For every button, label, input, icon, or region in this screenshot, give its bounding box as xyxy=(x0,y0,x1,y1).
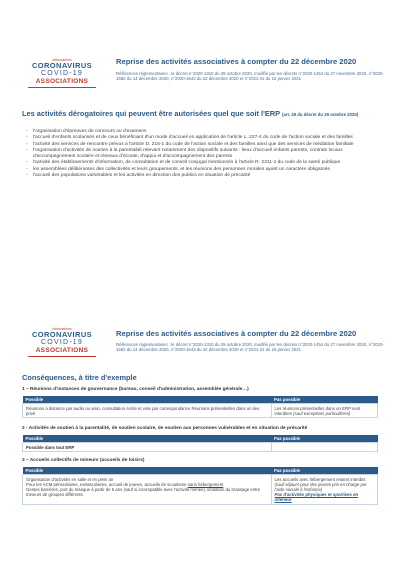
list-item: - les assemblées délibérantes des collectivités et leurs groupements, et les réunions des personnes morales ayant un caractère obligatoire xyxy=(26,167,356,173)
column-header-possible: Possible xyxy=(23,435,272,443)
logo-info-text: Informations xyxy=(52,58,72,62)
list-item: - l'accueil d'enfants scolarisés et de ceux bénéficiant d'un mode d'accueil en application de l'article L. 227-4 du code de l'action sociale et des familles xyxy=(26,135,356,141)
possible-cell xyxy=(23,475,272,505)
logo-underline xyxy=(28,87,96,88)
possible-text: Organisation d'activités en salle et en plein air xyxy=(26,476,114,482)
possible-cell: Possible dans tout ERP xyxy=(23,443,272,452)
column-header-possible: Possible xyxy=(23,396,272,404)
subsection-1-title: 1 – Réunions d'instances de gouvernance (bureau, conseil d'administration, assemblée générale…) xyxy=(22,387,249,392)
subsection-3-title: 3 – Accueils collectifs de mineurs (accueils de loisirs) xyxy=(22,458,145,463)
section-title-reference: (art. 28 du décret du 29 octobre 2020) xyxy=(281,112,359,117)
governance-table xyxy=(22,396,378,418)
logo-associations-text: ASSOCIATIONS xyxy=(35,78,89,85)
page-title: Reprise des activités associatives à compter du 22 décembre 2020 xyxy=(116,329,357,338)
logo-associations-text: ASSOCIATIONS xyxy=(35,347,89,354)
coronavirus-associations-logo xyxy=(22,327,102,357)
list-item: - l'accueil des populations vulnérables et les activités en direction des publics en situation de précarité xyxy=(26,173,356,179)
list-item: - l'organisation d'épreuves de concours ou d'examens xyxy=(26,129,356,135)
not-possible-cell xyxy=(271,443,378,452)
not-possible-cell xyxy=(271,475,378,505)
possible-cell: Réunions à distance par audio ou visio, consultation écrite et vote par correspondance Réunions présentielles dans un lieu privé xyxy=(23,404,272,418)
regulatory-references: Références réglementaires : le décret n°2020-1310 du 29 octobre 2020, modifié par les décrets n°2020-1454 du 27 novembre 2020, n°2020-1582 du 14 décembre 2020, n°2020-1643 du 22 décembre 2020 et n°2021-31 du 15 janvier 2021 xyxy=(116,71,384,82)
possible-text: Gestes barrières, port du masque à partir de 6 ans (sauf si incompatible avec l'activité menée), limitation du brassage entre mineurs de groupes différents xyxy=(26,486,261,498)
section-title xyxy=(22,109,392,118)
document-page-2 xyxy=(0,305,400,566)
not-possible-text: Les réunions présentielles dans un ERP sont interdites xyxy=(274,405,361,416)
possible-text-part: Pour les ACM périscolaires, extrascolaires, accueil de jeunes, accueils de scoutisme xyxy=(26,481,188,487)
table-row xyxy=(23,404,378,418)
youth-activities-table xyxy=(22,467,378,505)
list-item: - l'activité des services de rencontre prévus à l'article D. 216-1 du code de l'action sociale et des familles ainsi que des services de médiation familiale xyxy=(26,142,356,148)
consequences-heading: Conséquences, à titre d'exemple xyxy=(22,373,137,382)
table-row xyxy=(23,443,378,452)
logo-info-text: Informations xyxy=(52,327,72,331)
not-possible-exception: (sauf séjours pour des jeunes pris en charge par l'aide sociale à l'enfance) xyxy=(274,481,367,492)
subsection-2-title: 2 - Activités de soutien à la parentalité, de soutien scolaire, de soutien aux personnes vulnérables et en situation de précarité xyxy=(22,426,308,431)
logo-coronavirus-text: CORONAVIRUS xyxy=(31,61,93,70)
column-header-not-possible: Pas possible xyxy=(271,396,378,404)
list-item: - l'activité des établissements d'information, de consultation et de conseil conjugal mentionnés à l'article R. 2311-1 du code de la santé publique xyxy=(26,160,356,166)
not-possible-highlight: Pas d'activités physiques et sportives en intérieur xyxy=(274,492,359,503)
table-row xyxy=(23,475,378,505)
logo-covid-text: COVID-19 xyxy=(41,339,83,346)
parenting-support-table xyxy=(22,435,378,452)
column-header-not-possible: Pas possible xyxy=(271,435,378,443)
not-possible-cell xyxy=(271,404,378,418)
not-possible-text: Les accueils avec hébergement restent interdits xyxy=(274,476,366,482)
logo-underline xyxy=(28,356,96,357)
regulatory-references: Références réglementaires : le décret n°2020-1310 du 29 octobre 2020, modifié par les décrets n°2020-1454 du 27 novembre 2020, n°2020-1582 du 14 décembre 2020, n°2020-1643 du 22 décembre 2020 et n°2021-31 du 15 janvier 2021 xyxy=(116,342,384,353)
not-possible-exception: (sauf exceptions particulières) xyxy=(293,410,351,416)
list-item: - l'organisation d'activités de soutien à la parentalité relevant notamment des dispositifs suivants : lieux d'accueil enfants parents, contrats locaux d'accompagnement scolaire et réseaux d'écoute, d'appui et d'accompagnement des parents xyxy=(26,148,356,161)
derogatory-activities-list xyxy=(26,129,356,179)
logo-coronavirus-text: CORONAVIRUS xyxy=(31,330,93,339)
coronavirus-associations-logo xyxy=(22,58,102,88)
column-header-possible: Possible xyxy=(23,467,272,475)
page-title: Reprise des activités associatives à compter du 22 décembre 2020 xyxy=(116,57,357,66)
column-header-not-possible: Pas possible xyxy=(271,467,378,475)
logo-covid-text: COVID-19 xyxy=(41,70,83,77)
possible-text-underlined: sans hébergement xyxy=(187,481,224,487)
section-title-text: Les activités dérogatoires qui peuvent être autorisées quel que soit l'ERP xyxy=(22,109,280,118)
